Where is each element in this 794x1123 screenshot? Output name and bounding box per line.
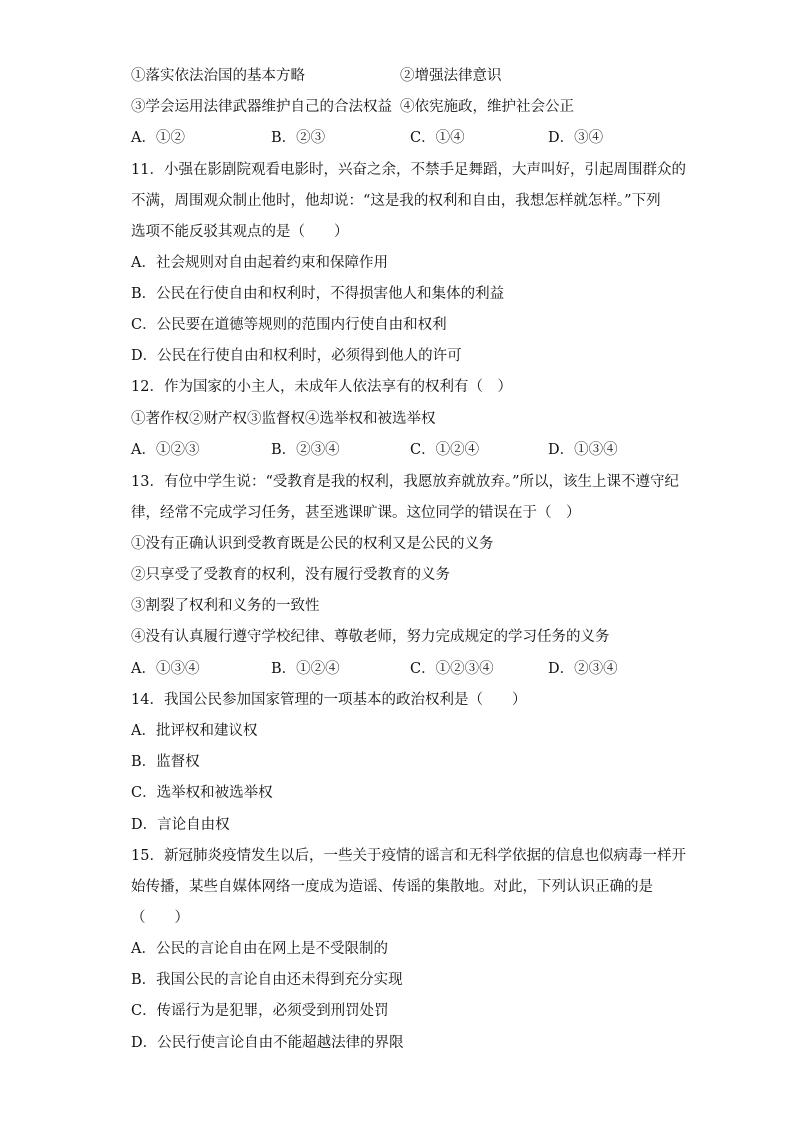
q14-stem: 14．我国公民参加国家管理的一项基本的政治权利是（ ）: [131, 692, 527, 708]
q15-stem-line-1: 15．新冠肺炎疫情发生以后，一些关于疫情的谣言和无科学依据的信息也似病毒一样开: [131, 848, 686, 864]
pre-item-1: ①落实依法治国的基本方略: [131, 68, 305, 84]
q14-choice-a: A．批评权和建议权: [131, 723, 258, 739]
q15-choice-b: B．我国公民的言论自由还未得到充分实现: [131, 972, 403, 988]
q14-choice-d: D．言论自由权: [131, 817, 230, 833]
q11-stem-line-1: 11．小强在影剧院观看电影时，兴奋之余，不禁手足舞蹈，大声叫好，引起周围群众的: [131, 162, 686, 178]
q11-choice-d: D．公民在行使自由和权利时，必须得到他人的许可: [131, 348, 462, 364]
q14-choice-b: B．监督权: [131, 754, 200, 770]
pre-item-2: ②增强法律意识: [400, 68, 502, 84]
pre-item-3: ③学会运用法律武器维护自己的合法权益: [131, 99, 392, 115]
q14-choice-c: C．选举权和被选举权: [131, 785, 273, 801]
q13-stem-line-1: 13．有位中学生说：“受教育是我的权利，我愿放弃就放弃。”所以，该生上课不遵守纪: [131, 474, 680, 490]
option-d: D．①③④: [548, 442, 618, 458]
option-d: D．③④: [548, 130, 604, 146]
q11-stem-line-2: 不满，周围观众制止他时，他却说：“这是我的权利和自由，我想怎样就怎样。”下列: [131, 193, 661, 209]
pre-item-4: ④依宪施政，维护社会公正: [400, 99, 574, 115]
q15-choice-c: C．传谣行为是犯罪，必须受到刑罚处罚: [131, 1003, 389, 1019]
option-a: A．①②③: [131, 442, 200, 458]
q11-choice-a: A．社会规则对自由起着约束和保障作用: [131, 255, 388, 271]
q15-stem-line-2: 始传播，某些自媒体网络一度成为造谣、传谣的集散地。对此，下列认识正确的是: [131, 879, 653, 895]
q15-choice-a: A．公民的言论自由在网上是不受限制的: [131, 941, 388, 957]
q13-stem-line-2: 律，经常不完成学习任务，甚至逃课旷课。这位同学的错误在于（ ）: [131, 505, 581, 521]
option-d: D．②③④: [548, 661, 618, 677]
option-b: B．②③④: [271, 442, 340, 458]
q11-choice-b: B．公民在行使自由和权利时，不得损害他人和集体的利益: [131, 286, 505, 302]
option-a: A．①③④: [131, 661, 200, 677]
option-b: B．②③: [271, 130, 326, 146]
q13-item-2: ②只享受了受教育的权利，没有履行受教育的义务: [131, 567, 450, 583]
q15-choice-d: D．公民行使言论自由不能超越法律的界限: [131, 1035, 404, 1051]
q12-stem: 12．作为国家的小主人，未成年人依法享有的权利有（ ）: [131, 379, 512, 395]
q11-stem-line-3: 选项不能反驳其观点的是（ ）: [131, 224, 349, 240]
q11-choice-c: C．公民要在道德等规则的范围内行使自由和权利: [131, 317, 447, 333]
option-c: C．①②④: [410, 442, 480, 458]
q12-items: ①著作权②财产权③监督权④选举权和被选举权: [131, 411, 436, 427]
option-b: B．①②④: [271, 661, 340, 677]
q13-item-4: ④没有认真履行遵守学校纪律、尊敬老师，努力完成规定的学习任务的义务: [131, 629, 610, 645]
q13-item-3: ③割裂了权利和义务的一致性: [131, 598, 320, 614]
q13-item-1: ①没有正确认识到受教育既是公民的权利又是公民的义务: [131, 536, 494, 552]
option-a: A．①②: [131, 130, 185, 146]
option-c: C．①②③④: [410, 661, 494, 677]
q15-stem-line-3: （ ）: [131, 910, 189, 926]
option-c: C．①④: [410, 130, 465, 146]
